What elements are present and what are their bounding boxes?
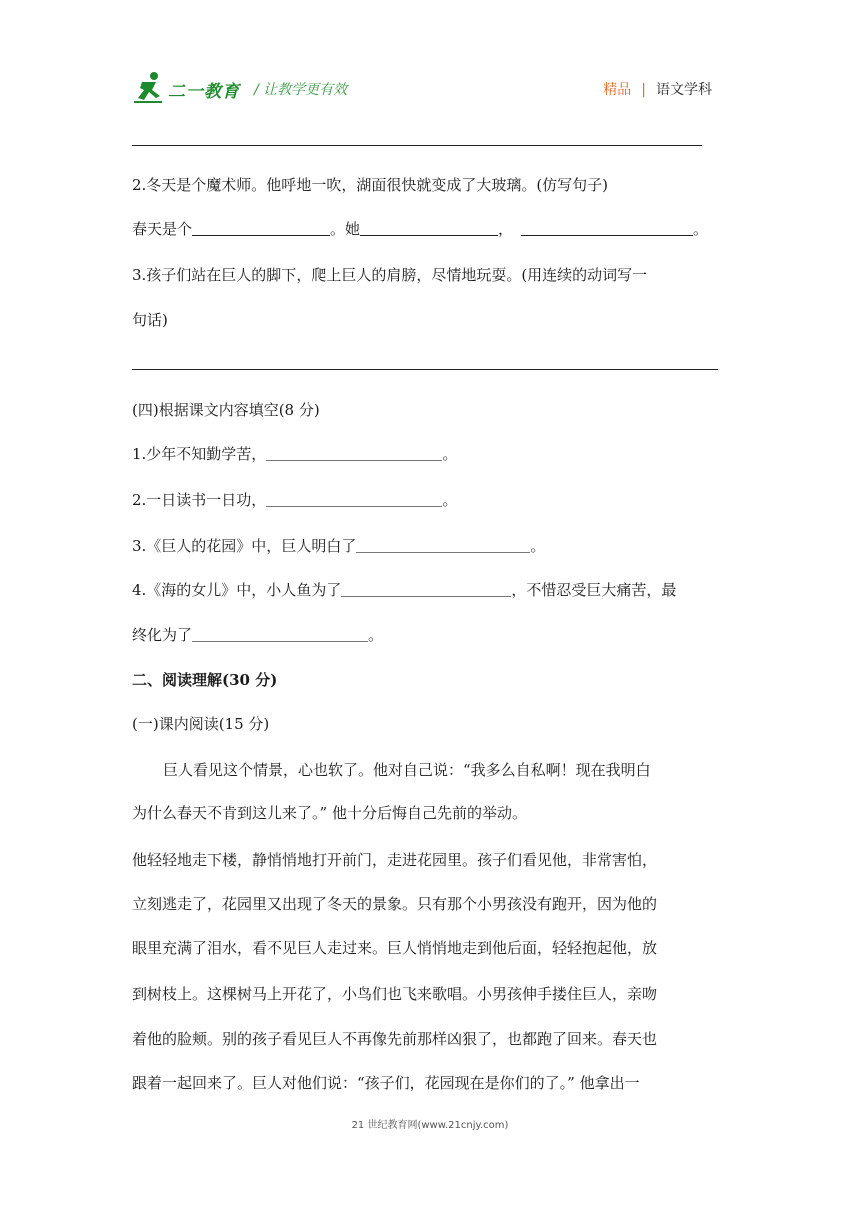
- page-footer: 21 世纪教育网(www.21cnjy.com): [351, 1120, 509, 1131]
- p4-3-blank[interactable]: [356, 536, 530, 553]
- question-3-prompt-line1: 3.孩子们站在巨人的脚下，爬上巨人的肩膀，尽情地玩耍。(用连续的动词写一: [132, 266, 648, 284]
- slogan: / 让教学更有效: [254, 82, 348, 98]
- p4-3-text: 3.《巨人的花园》中，巨人明白了: [132, 537, 357, 555]
- answer-line: [132, 145, 702, 146]
- runner-logo-icon: [132, 68, 168, 108]
- passage-line: 眼里充满了泪水，看不见巨人走过来。巨人悄悄地走到他后面，轻轻抱起他，放: [132, 939, 658, 957]
- q2-text-b: 。她: [330, 220, 361, 238]
- p4-2-blank[interactable]: [266, 490, 442, 507]
- header-badge: [603, 79, 712, 99]
- part4-item-2: [132, 490, 457, 510]
- q2-text-a: 春天是个: [132, 220, 193, 238]
- p4-2-text: 2.一日读书一日功，: [132, 491, 267, 509]
- answer-line[interactable]: [132, 369, 718, 370]
- reading-title: 二、阅读理解(30 分): [132, 671, 278, 689]
- q2-blank-2[interactable]: [360, 219, 498, 236]
- subject-label: 语文学科: [656, 82, 712, 98]
- p4-1-end: 。: [442, 445, 458, 463]
- q2-blank-1[interactable]: [192, 219, 330, 236]
- q2-text-d: 。: [693, 220, 709, 238]
- brand-label: 精品: [603, 82, 632, 98]
- part4-item-4: [132, 580, 676, 600]
- q2-blank-3[interactable]: [521, 219, 693, 236]
- passage-line: 他轻轻地走下楼，静悄悄地打开前门，走进花园里。孩子们看见他，非常害怕，: [132, 851, 658, 869]
- passage-line: 为什么春天不肯到这儿来了。” 他十分后悔自己先前的举动。: [132, 804, 527, 822]
- p4-2-end: 。: [442, 491, 458, 509]
- page-header: [132, 68, 722, 108]
- header-separator: |: [641, 82, 646, 98]
- p4-4-blank-1[interactable]: [341, 580, 511, 597]
- p4-4-text-b: ，不惜忍受巨大痛苦，最: [511, 581, 677, 599]
- passage-line: 立刻逃走了，花园里又出现了冬天的景象。只有那个小男孩没有跑开，因为他的: [132, 895, 658, 913]
- p4-1-blank[interactable]: [266, 444, 442, 461]
- part4-title: (四)根据课文内容填空(8 分): [132, 401, 320, 419]
- p4-4-text: 4.《海的女儿》中，小人鱼为了: [132, 581, 342, 599]
- question-2-prompt: 2.冬天是个魔术师。他呼地一吹，湖面很快就变成了大玻璃。(仿写句子): [132, 176, 609, 194]
- passage-line: 着他的脸颊。别的孩子看见巨人不再像先前那样凶狠了，也都跑了回来。春天也: [132, 1030, 658, 1048]
- p4-4-text-c: 终化为了: [132, 626, 193, 644]
- p4-1-text: 1.少年不知勤学苦，: [132, 445, 267, 463]
- reading-subtitle: (一)课内阅读(15 分): [132, 715, 270, 733]
- passage-line: 跟着一起回来了。巨人对他们说：“孩子们，花园现在是你们的了。” 他拿出一: [132, 1074, 640, 1092]
- p4-3-end: 。: [530, 537, 546, 555]
- question-3-prompt-line2: 句话): [132, 311, 168, 329]
- question-2-fill: [132, 219, 708, 239]
- logo: [132, 68, 248, 108]
- p4-4-end: 。: [368, 626, 384, 644]
- part4-item-4-cont: [132, 625, 383, 645]
- passage-line: 巨人看见这个情景，心也软了。他对自己说：“我多么自私啊！现在我明白: [163, 761, 651, 779]
- part4-item-1: [132, 444, 457, 464]
- passage-line: 到树枝上。这棵树马上开花了，小鸟们也飞来歌唱。小男孩伸手搂住巨人，亲吻: [132, 985, 658, 1003]
- logo-text: 二一教育: [168, 82, 240, 102]
- q2-text-c: ，: [498, 220, 514, 238]
- part4-item-3: [132, 536, 545, 556]
- p4-4-blank-2[interactable]: [192, 625, 368, 642]
